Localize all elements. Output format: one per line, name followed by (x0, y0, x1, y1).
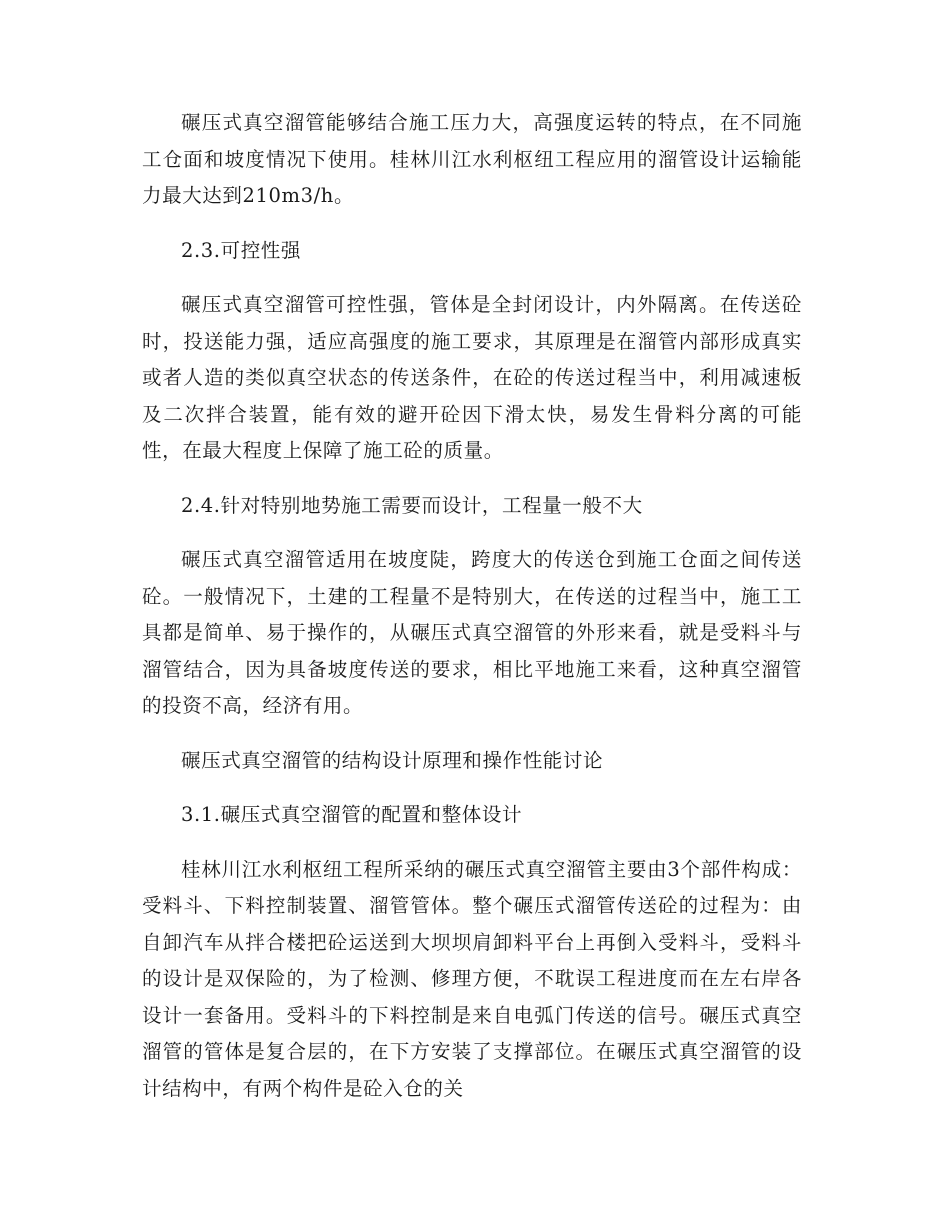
spacer (142, 524, 802, 542)
heading-section-3: 碾压式真空溜管的结构设计原理和操作性能讨论 (181, 748, 604, 772)
document-body (142, 105, 802, 1107)
paragraph-terrain: 碾压式真空溜管适用在坡度陡，跨度大的传送仓到施工仓面之间传送砼。一般情况下，土建的工程量不是特别大，在传送的过程当中，施工工具都是简单、易于操作的，从碾压式真空溜管的外形来看，就是受料斗与溜管结合，因为具备坡度传送的要求，相比平地施工来看，这种真空溜管的投资不高，经济有用。 (142, 548, 802, 717)
spacer (142, 725, 802, 743)
spacer (142, 470, 802, 488)
spacer (142, 834, 802, 852)
spacer (142, 269, 802, 287)
spacer (142, 215, 802, 233)
heading-2-4: 2.4.针对特别地势施工需要而设计，工程量一般不大 (181, 493, 643, 517)
heading-3-1: 3.1.碾压式真空溜管的配置和整体设计 (181, 803, 523, 826)
paragraph-capacity: 碾压式真空溜管能够结合施工压力大，高强度运转的特点，在不同施工仓面和坡度情况下使用。桂林川江水利枢纽工程应用的溜管设计运输能力最大达到210m3/h。 (142, 111, 802, 207)
spacer (142, 779, 802, 797)
paragraph-controllability: 碾压式真空溜管可控性强，管体是全封闭设计，内外隔离。在传送砼时，投送能力强，适应高强度的施工要求，其原理是在溜管内部形成真实或者人造的类似真空状态的传送条件，在砼的传送过程当中，利用减速板及二次拌合装置，能有效的避开砼因下滑太快，易发生骨料分离的可能性，在最大程度上保障了施工砼的质量。 (142, 293, 802, 462)
paragraph-structure: 桂林川江水利枢纽工程所采纳的碾压式真空溜管主要由3个部件构成：受料斗、下料控制装置、溜管管体。整个碾压式溜管传送砼的过程为：由自卸汽车从拌合楼把砼运送到大坝坝肩卸料平台上再倒入受料斗，受料斗的设计是双保险的，为了检测、修理方便，不耽误工程进度而在左右岸各设计一套备用。受料斗的下料控制是来自电弧门传送的信号。碾压式真空溜管的管体是复合层的，在下方安装了支撑部位。在碾压式真空溜管的设计结构中，有两个构件是砼入仓的关 (142, 857, 802, 1100)
heading-2-3: 2.3.可控性强 (181, 238, 302, 262)
